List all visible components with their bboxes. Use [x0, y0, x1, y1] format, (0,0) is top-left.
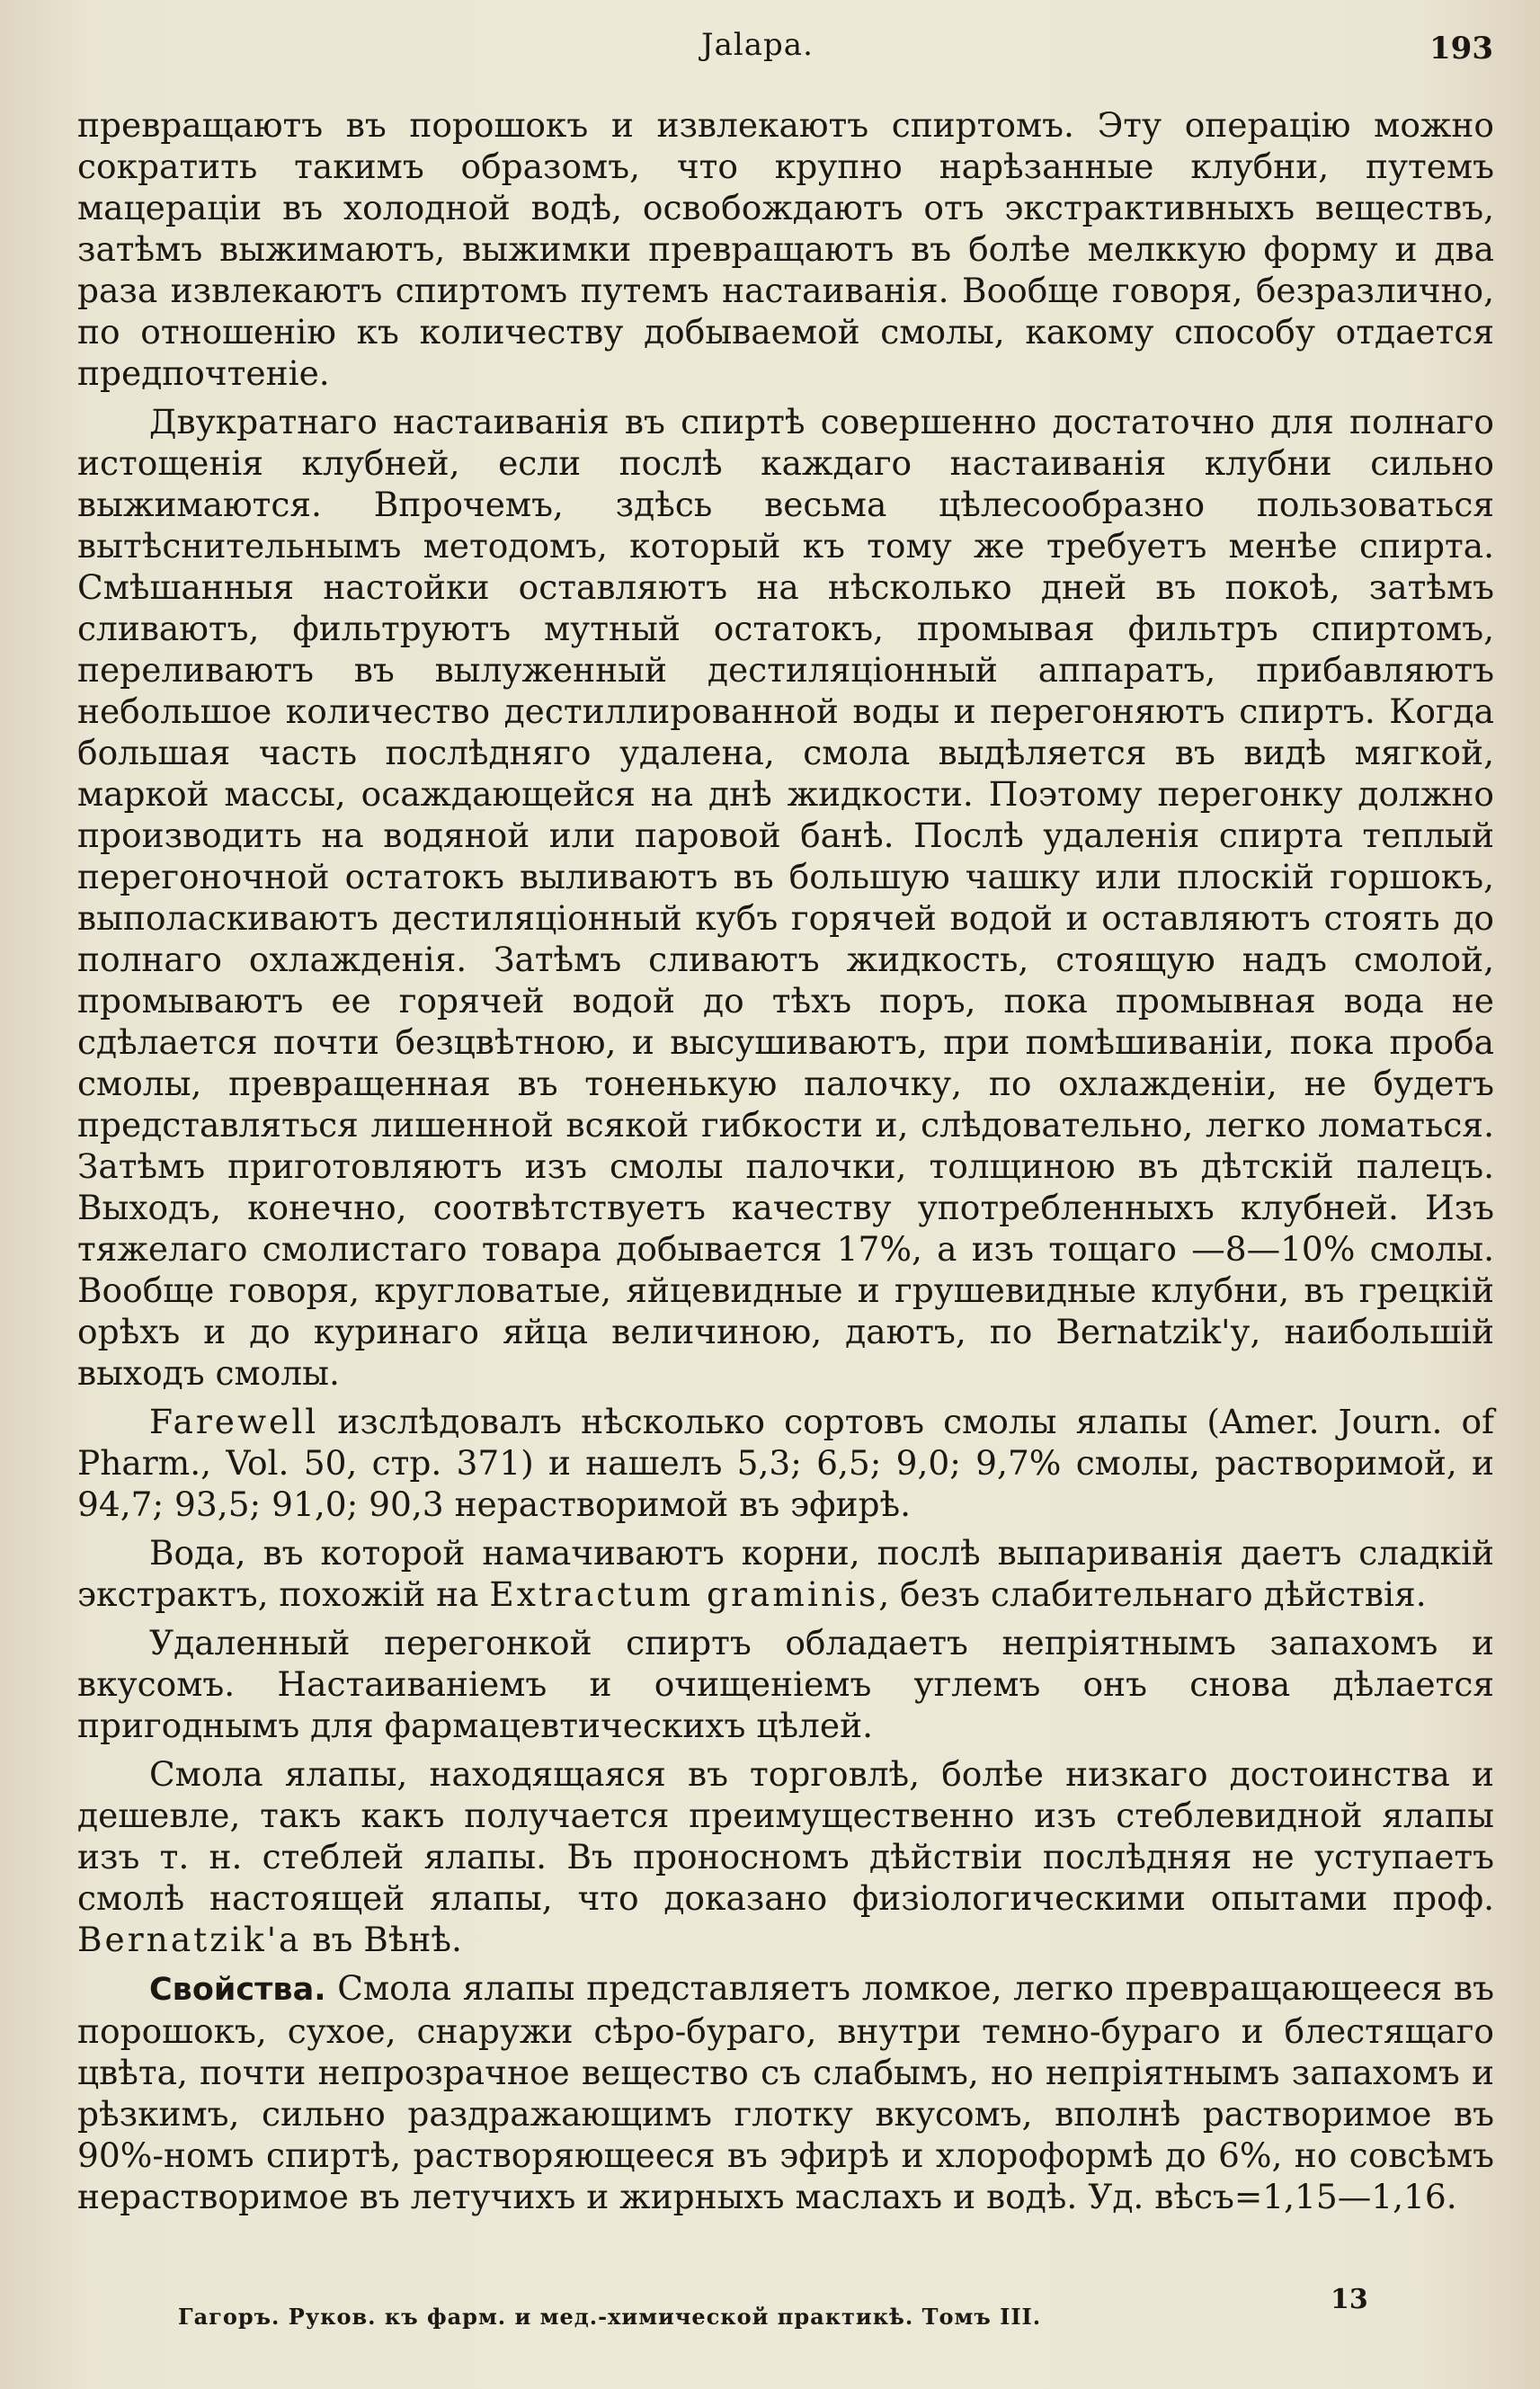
- text-run: Bernatzik'у: [1055, 1312, 1251, 1351]
- text-run: превращаютъ въ порошокъ и извлекаютъ спиртомъ. Эту операцію можно сократить такимъ образомъ, что крупно нарѣзанные клубни, путемъ мацераціи въ холодной водѣ, освобождаютъ отъ экстрактивныхъ веществъ, затѣмъ выжимаютъ, выжимки превращаютъ въ болѣе мелккую форму и два раза извлекаютъ спиртомъ путемъ настаиванія. Вообще говоря, безразлично, по отношенію къ количеству добываемой смолы, какому способу отдается предпочтеніе.: [77, 105, 1494, 393]
- body-text: [77, 104, 1494, 2224]
- text-run: , безъ слабительнаго дѣйствія.: [878, 1574, 1427, 1614]
- paragraph: [77, 1401, 1494, 1525]
- text-run: въ Вѣнѣ.: [301, 1920, 462, 1959]
- running-title: Jalapa.: [701, 27, 814, 63]
- paragraph: [77, 1532, 1494, 1615]
- page-number: 193: [1429, 31, 1493, 67]
- paragraph: [77, 1967, 1494, 2217]
- spaced-name: Farewell: [149, 1402, 319, 1441]
- text-run: Смола ялапы представляетъ ломкое, легко превращающееся въ порошокъ, сухое, снаружи сѣро-бураго, внутри темно-бураго и блестящаго цвѣта, почти непрозрачное вещество съ слабымъ, но непріятнымъ запахомъ и рѣзкимъ, сильно раздражающимъ глотку вкусомъ, вполнѣ растворимое въ 90%-номъ спиртѣ, растворяющееся въ эфирѣ и хлороформѣ до 6%, но совсѣмъ нерастворимое въ летучихъ и жирныхъ маслахъ и водѣ. Уд. вѣсъ=1,15—1,16.: [77, 1968, 1494, 2216]
- text-run: Смола ялапы, находящаяся въ торговлѣ, болѣе низкаго достоинства и дешевле, такъ какъ получается преимущественно изъ стеблевидной ялапы изъ т. н. стеблей ялапы. Въ проносномъ дѣйствіи послѣдняя не уступаетъ смолѣ настоящей ялапы, что доказано физіологическими опытами проф.: [77, 1754, 1494, 1918]
- text-run: изслѣдовалъ нѣсколько сортовъ смолы ялапы (Amer. Journ. of Pharm., Vol. 50, стр. 371) и нашелъ 5,3; 6,5; 9,0; 9,7% смолы, растворимой, и 94,7; 93,5; 91,0; 90,3 нерастворимой въ эфирѣ.: [77, 1402, 1494, 1524]
- footer-citation: Гагоръ. Руков. къ фарм. и мед.-химической практикѣ. Томъ III.: [178, 2304, 1042, 2330]
- section-heading: Свойства.: [149, 1972, 326, 2008]
- signature-mark: 13: [1331, 2284, 1368, 2315]
- paragraph: [77, 104, 1494, 394]
- text-run: Вода, въ которой намачиваютъ корни, послѣ выпариванія даетъ сладкій экстрактъ, похожій на: [77, 1533, 1494, 1614]
- text-run: Удаленный перегонкой спиртъ обладаетъ непріятнымъ запахомъ и вкусомъ. Настаиваніемъ и очищеніемъ углемъ онъ снова дѣлается пригоднымъ для фармацевтическихъ цѣлей.: [77, 1623, 1494, 1745]
- text-run: Двукратнаго настаиванія въ спиртѣ совершенно достаточно для полнаго истощенія клубней, если послѣ каждаго настаиванія клубни сильно выжимаются. Впрочемъ, здѣсь весьма цѣлесообразно пользоваться вытѣснительнымъ методомъ, который къ тому же требуетъ менѣе спирта. Смѣшанныя настойки оставляютъ на нѣсколько дней въ покоѣ, затѣмъ сливаютъ, фильтруютъ мутный остатокъ, промывая фильтръ спиртомъ, переливаютъ въ вылуженный дестиляціонный аппаратъ, прибавляютъ небольшое количество дестиллированной воды и перегоняютъ спиртъ. Когда большая часть послѣдняго удалена, смола выдѣляется въ видѣ мягкой, маркой массы, осаждающейся на днѣ жидкости. Поэтому перегонку должно производить на водяной или паровой банѣ. Послѣ удаленія спирта теплый перегоночной остатокъ выливаютъ въ большую чашку или плоскій горшокъ, выполаскиваютъ дестиляціонный кубъ горячей водой и оставляютъ стоять до полнаго охлажденія. Затѣмъ сливаютъ жидкость, стоящую надъ смолой, промываютъ ее горячей водой до тѣхъ поръ, пока промывная вода не сдѣлается почти безцвѣтною, и высушиваютъ, при помѣшиваніи, пока проба смолы, превращенная въ тоненькую палочку, по охлажденіи, не будетъ представляться лишенной всякой гибкости и, слѣдовательно, легко ломаться. Затѣмъ приготовляютъ изъ смолы палочки, толщиною въ дѣтскій палецъ. Выходъ, конечно, соотвѣтствуетъ качеству употребленныхъ клубней. Изъ тяжелаго смолистаго товара добывается 17%, а изъ тощаго —8—10% смолы. Вообще говоря, кругловатые, яйцевидные и грушевидные клубни, въ грецкій орѣхъ и до куринаго яйца величиною, даютъ, по: [77, 402, 1494, 1351]
- page-footer: [0, 2284, 1540, 2338]
- paragraph: [77, 1753, 1494, 1960]
- text-run: , наибольшій выходъ смолы.: [77, 1312, 1494, 1393]
- paragraph: [77, 401, 1494, 1394]
- spaced-name: Bernatzik'а: [77, 1920, 302, 1959]
- running-head: [0, 27, 1540, 72]
- spaced-name: Extractum graminis: [489, 1574, 879, 1614]
- paragraph: [77, 1622, 1494, 1746]
